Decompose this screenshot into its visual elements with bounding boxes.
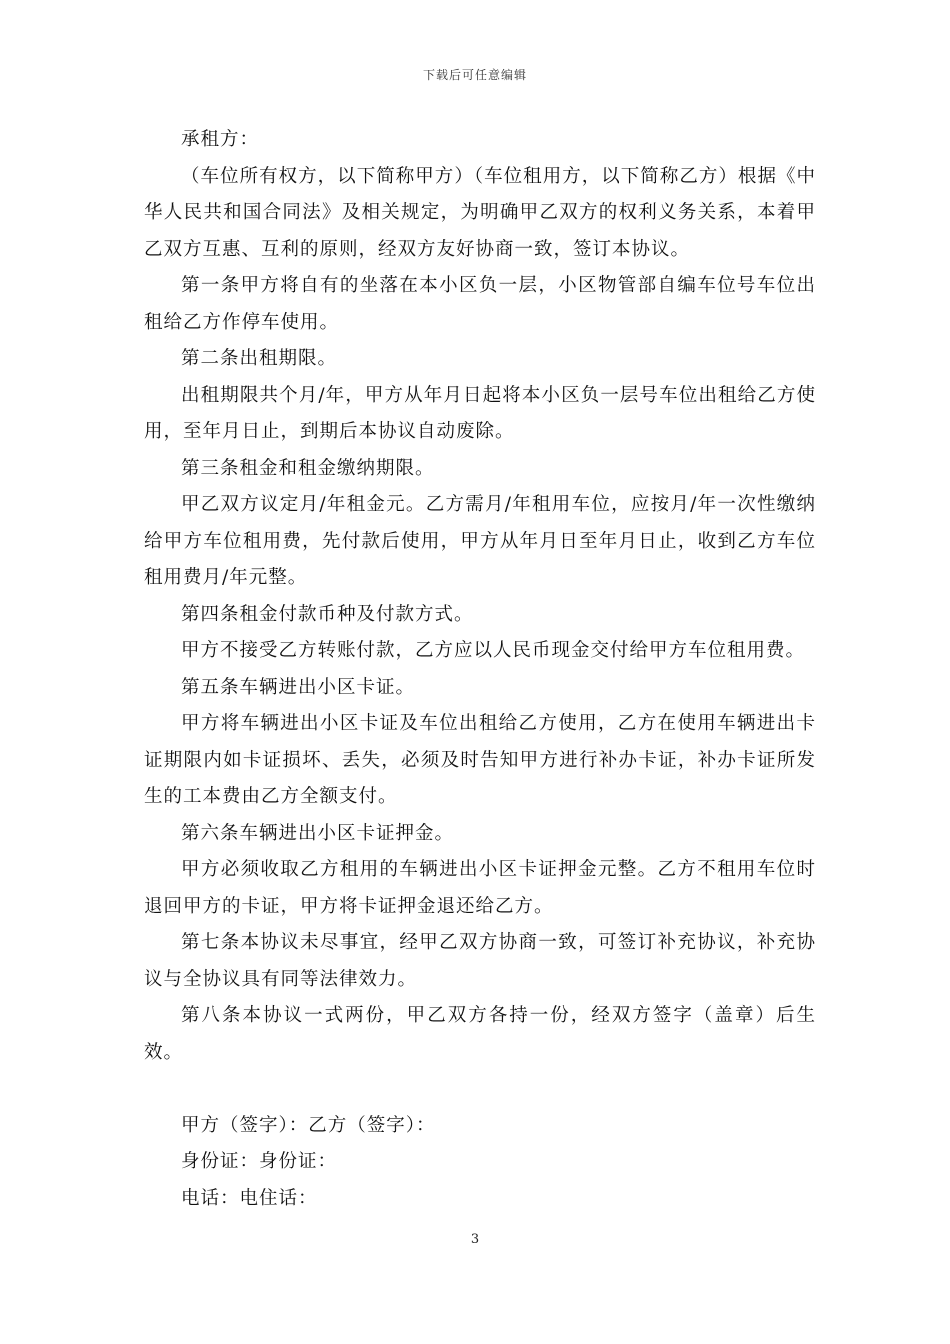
preamble-paragraph: （车位所有权方，以下简称甲方）（车位租用方，以下简称乙方）根据《中华人民共和国合同法》及相关规定，为明确甲乙双方的权利义务关系，本着甲乙双方互惠、互利的原则，经双方友好协商一致，签订本协议。 xyxy=(144,165,816,260)
article-2-heading: 第二条出租期限。 xyxy=(181,348,338,369)
signature-line: 甲方（签字）：乙方（签字）： xyxy=(181,1114,436,1136)
article-4-body: 甲方不接受乙方转账付款，乙方应以人民币现金交付给甲方车位租用费。 xyxy=(181,640,806,661)
id-card-line: 身份证：身份证： xyxy=(181,1151,338,1172)
page-header: 下载后可任意编辑 xyxy=(422,68,527,82)
article-6-body: 甲方必须收取乙方租用的车辆进出小区卡证押金元整。乙方不租用车位时退回甲方的卡证，甲方将卡证押金退还给乙方。 xyxy=(144,859,816,917)
article-2-body: 出租期限共个月/年，甲方从年月日起将本小区负一层号车位出租给乙方使用，至年月日止，到期后本协议自动废除。 xyxy=(144,384,816,442)
article-3-body: 甲乙双方议定月/年租金元。乙方需月/年租用车位，应按月/年一次性缴纳给甲方车位租用费，先付款后使用，甲方从年月日至年月日止，收到乙方车位租用费月/年元整。 xyxy=(144,494,816,588)
article-7: 第七条本协议未尽事宜，经甲乙双方协商一致，可签订补充协议，补充协议与全协议具有同等法律效力。 xyxy=(144,932,816,990)
article-4-heading: 第四条租金付款币种及付款方式。 xyxy=(181,603,474,625)
document-body xyxy=(144,122,816,1217)
article-5-heading: 第五条车辆进出小区卡证。 xyxy=(181,676,416,698)
article-6-heading: 第六条车辆进出小区卡证押金。 xyxy=(181,822,455,844)
phone-line: 电话：电住话： xyxy=(181,1187,318,1209)
party-label: 承租方： xyxy=(181,129,260,150)
article-1: 第一条甲方将自有的坐落在本小区负一层，小区物管部自编车位号车位出租给乙方作停车使用。 xyxy=(144,275,816,333)
blank-line xyxy=(144,1071,816,1108)
article-3-heading: 第三条租金和租金缴纳期限。 xyxy=(181,457,435,479)
page-number: 3 xyxy=(470,1232,480,1247)
article-5-body: 甲方将车辆进出小区卡证及车位出租给乙方使用，乙方在使用车辆进出卡证期限内如卡证损坏、丢失，必须及时告知甲方进行补办卡证，补办卡证所发生的工本费由乙方全额支付。 xyxy=(144,713,816,807)
article-8: 第八条本协议一式两份，甲乙双方各持一份，经双方签字（盖章）后生效。 xyxy=(144,1005,816,1063)
